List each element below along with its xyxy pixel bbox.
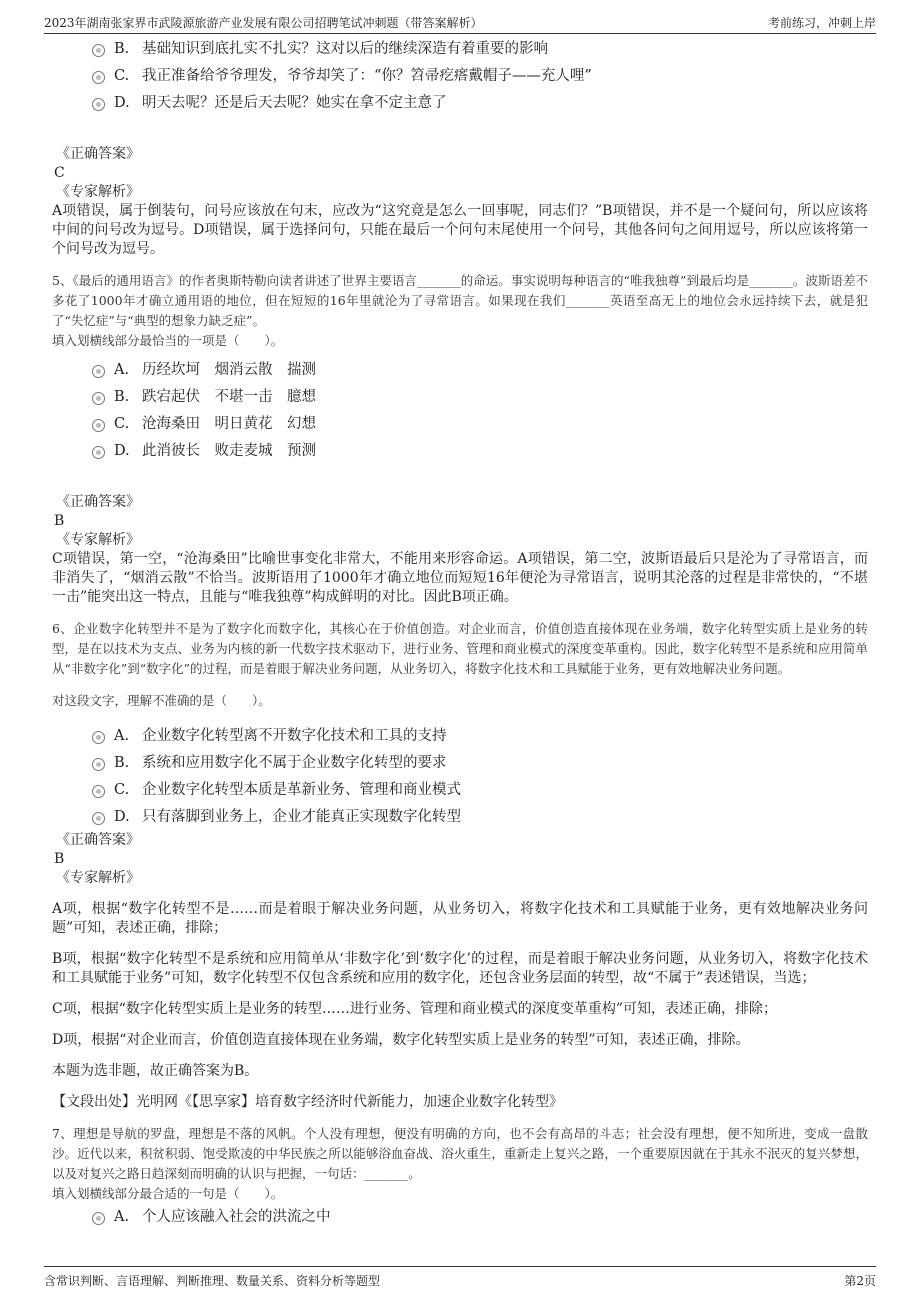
analysis-label: 《专家解析》 xyxy=(56,870,140,886)
option-key: C. xyxy=(114,416,130,432)
answer-label: 《正确答案》 xyxy=(56,146,140,162)
option-d[interactable] xyxy=(52,90,868,117)
question-7-prompt: 填入划横线部分最合适的一句是（ ）。 xyxy=(52,1186,284,1201)
radio-icon[interactable] xyxy=(92,365,105,378)
option-text: 个人应该融入社会的洪流之中 xyxy=(142,1209,331,1225)
analysis-text: C项错误，第一空，“沧海桑田”比喻世事变化非常大，不能用来形容命运。A项错误，第二空，波斯语最后只是沦为了寻常语言，而非消失了，“烟消云散”不恰当。波斯语用了1000年才确立地位而短短16年便沦为寻常语言，说明其沦落的过程是非常快的，“不堪一击”能突出这一特点，且能与“唯我独尊”构成鲜明的对比。因此B项正确。 xyxy=(52,551,868,605)
analysis-label: 《专家解析》 xyxy=(56,532,140,548)
question-6-stem: 6、企业数字化转型并不是为了数字化而数字化，其核心在于价值创造。对企业而言，价值创造直接体现在业务端，数字化转型实质上是业务的转型，是在以技术为支点、业务为内核的新一代数字技术驱动下，进行业务、管理和商业模式的深度变革重构。因此，数字化转型不是系统和应用简单从“非数字化”到“数字化”的过程，而是着眼于解决业务问题，从业务切入，将数字化技术和工具赋能于业务，更有效地解决业务问题。 xyxy=(52,621,868,676)
option-text: 沧海桑田 明日黄花 幻想 xyxy=(142,416,316,432)
page-footer xyxy=(44,1266,876,1290)
question-5-prompt: 填入划横线部分最恰当的一项是（ ）。 xyxy=(52,333,284,348)
question-5-options xyxy=(52,357,868,465)
answer-value: B xyxy=(54,513,65,529)
option-b[interactable] xyxy=(52,36,868,63)
option-text: 只有落脚到业务上，企业才能真正实现数字化转型 xyxy=(142,809,461,825)
option-text: 明天去呢？还是后天去呢？她实在拿不定主意了 xyxy=(142,95,447,111)
option-key: D. xyxy=(114,95,130,111)
question-5-stem: 5、《最后的通用语言》的作者奥斯特勒向读者讲述了世界主要语言_______的命运。事实说明每种语言的“唯我独尊”到最后均是_______。波斯语差不多花了1000年才确立通用语的地位，但在短短的16年里就沦为了寻常语言。如果现在我们_______英语至高无上的地位会永远持续下去，就是犯了“失忆症”与“典型的想象力缺乏症”。 xyxy=(52,273,868,328)
page-content xyxy=(52,36,868,1231)
option-key: A. xyxy=(114,362,130,378)
option-key: B. xyxy=(114,41,130,57)
analysis-label: 《专家解析》 xyxy=(56,184,140,200)
question-4-options xyxy=(52,36,868,117)
radio-icon[interactable] xyxy=(92,392,105,405)
question-7-stem: 7、理想是导航的罗盘，理想是不落的风帆。个人没有理想，便没有明确的方向，也不会有高昂的斗志；社会没有理想，便不知所进，变成一盘散沙。近代以来，积贫积弱、饱受欺凌的中华民族之所以能够浴血奋战、浴火重生，重新走上复兴之路，一个重要原因就在于其永不泯灭的复兴梦想，以及对复兴之路日趋深刻而明确的认识与把握，一句话：_______。 xyxy=(52,1126,868,1181)
radio-icon[interactable] xyxy=(92,731,105,744)
radio-icon[interactable] xyxy=(92,98,105,111)
answer-value: B xyxy=(54,851,65,867)
option-key: B. xyxy=(114,755,130,771)
option-c[interactable] xyxy=(52,411,868,438)
footer-topics: 含常识判断、言语理解、判断推理、数量关系、资料分析等题型 xyxy=(44,1274,381,1288)
option-key: B. xyxy=(114,389,130,405)
radio-icon[interactable] xyxy=(92,71,105,84)
radio-icon[interactable] xyxy=(92,785,105,798)
option-d[interactable] xyxy=(52,804,868,831)
analysis-paragraph-a: A项，根据“数字化转型不是……而是着眼于解决业务问题，从业务切入，将数字化技术和工具赋能于业务，更有效地解决业务问题”可知，表述正确，排除； xyxy=(52,901,868,936)
option-key: C. xyxy=(114,782,130,798)
analysis-text: A项错误，属于倒装句，问号应该放在句末，应改为“这究竟是怎么一回事呢，同志们？”B项错误，并不是一个疑问句，所以应该将中间的问号改为逗号。D项错误，属于选择问句，只能在最后一个问句末尾使用一个问号，其他各问句之间用逗号，所以应该将第一个问号改为逗号。 xyxy=(52,203,868,257)
option-key: A. xyxy=(114,728,130,744)
page-header xyxy=(44,12,876,34)
question-6-options xyxy=(52,723,868,831)
option-text: 历经坎坷 烟消云散 揣测 xyxy=(142,362,316,378)
answer-label: 《正确答案》 xyxy=(56,494,140,510)
analysis-paragraph-c: C项，根据“数字化转型实质上是业务的转型……进行业务、管理和商业模式的深度变革重构”可知，表述正确，排除； xyxy=(52,1001,778,1017)
option-text: 我正准备给爷爷理发，爷爷却笑了：“你？笤帚疙瘩戴帽子——充人哩” xyxy=(142,68,592,84)
radio-icon[interactable] xyxy=(92,812,105,825)
radio-icon[interactable] xyxy=(92,758,105,771)
option-a[interactable] xyxy=(52,357,868,384)
option-text: 系统和应用数字化不属于企业数字化转型的要求 xyxy=(142,755,447,771)
document-title: 2023年湖南张家界市武陵源旅游产业发展有限公司招聘笔试冲刺题（带答案解析） xyxy=(44,16,483,30)
analysis-source: 【文段出处】光明网《【思享家】培育数字经济时代新能力，加速企业数字化转型》 xyxy=(52,1094,563,1110)
option-b[interactable] xyxy=(52,384,868,411)
radio-icon[interactable] xyxy=(92,446,105,459)
option-key: D. xyxy=(114,443,130,459)
option-text: 企业数字化转型本质是革新业务、管理和商业模式 xyxy=(142,782,461,798)
answer-label: 《正确答案》 xyxy=(56,832,140,848)
option-key: A. xyxy=(114,1209,130,1225)
option-c[interactable] xyxy=(52,777,868,804)
answer-value: C xyxy=(54,165,65,181)
question-7-options xyxy=(52,1204,868,1231)
analysis-paragraph-b: B项，根据“数字化转型不是系统和应用简单从‘非数字化’到‘数字化’的过程，而是着眼于解决业务问题，从业务切入，将数字化技术和工具赋能于业务”可知，数字化转型不仅包含系统和应用的数字化，还包含业务层面的转型，故“不属于”表述错误，当选； xyxy=(52,951,868,986)
option-text: 跌宕起伏 不堪一击 臆想 xyxy=(142,389,316,405)
analysis-conclusion: 本题为选非题，故正确答案为B。 xyxy=(52,1063,259,1079)
radio-icon[interactable] xyxy=(92,44,105,57)
radio-icon[interactable] xyxy=(92,1212,105,1225)
option-key: D. xyxy=(114,809,130,825)
option-key: C. xyxy=(114,68,130,84)
option-b[interactable] xyxy=(52,750,868,777)
option-a[interactable] xyxy=(52,1204,868,1231)
option-text: 企业数字化转型离不开数字化技术和工具的支持 xyxy=(142,728,447,744)
question-6-prompt: 对这段文字，理解不准确的是（ ）。 xyxy=(52,693,271,708)
option-d[interactable] xyxy=(52,438,868,465)
page-number: 第2页 xyxy=(844,1274,876,1288)
option-text: 基础知识到底扎实不扎实？这对以后的继续深造有着重要的影响 xyxy=(142,41,548,57)
option-a[interactable] xyxy=(52,723,868,750)
radio-icon[interactable] xyxy=(92,419,105,432)
header-slogan: 考前练习，冲刺上岸 xyxy=(767,16,876,30)
option-text: 此消彼长 败走麦城 预测 xyxy=(142,443,316,459)
analysis-paragraph-d: D项，根据“对企业而言，价值创造直接体现在业务端，数字化转型实质上是业务的转型”可知，表述正确，排除。 xyxy=(52,1032,750,1048)
option-c[interactable] xyxy=(52,63,868,90)
